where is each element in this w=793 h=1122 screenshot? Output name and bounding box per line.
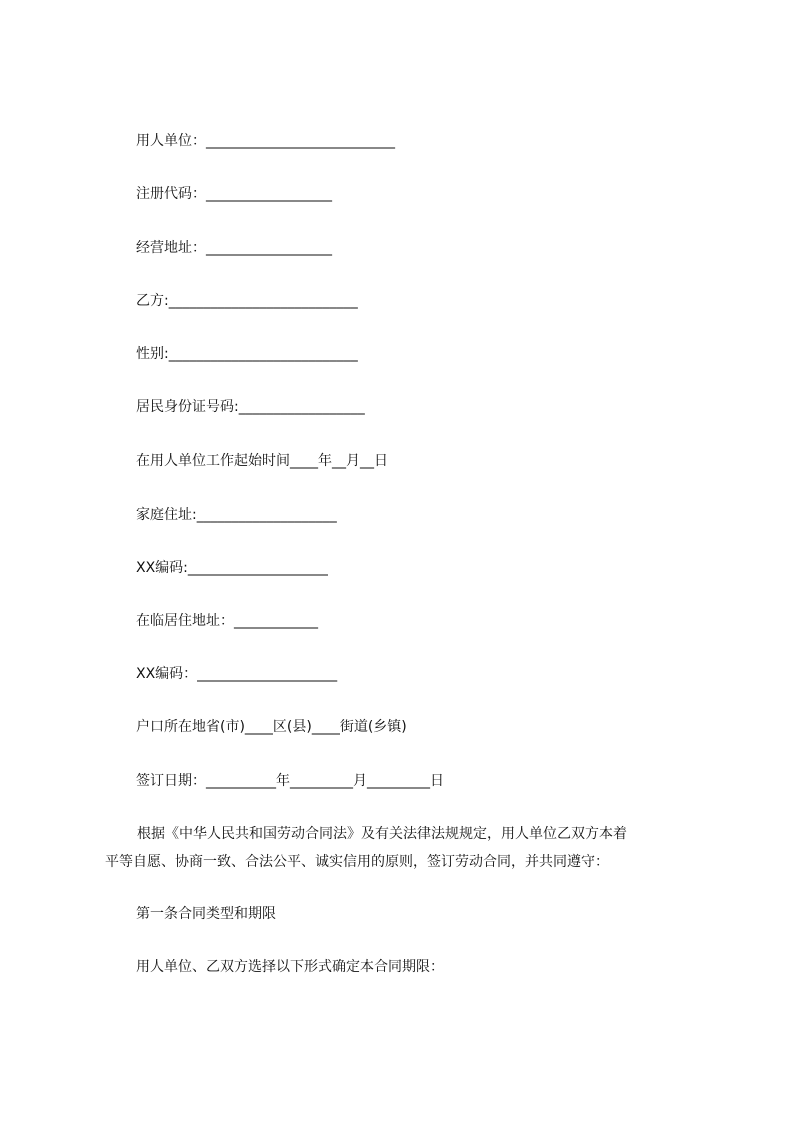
field-temp-address: 在临居住地址：____________ bbox=[136, 613, 318, 629]
field-gender: 性别:___________________________ bbox=[136, 346, 358, 362]
article-1-text: 用人单位、乙双方选择以下形式确定本合同期限： bbox=[136, 959, 444, 975]
intro-line-1: 根据《中华人民共和国劳动合同法》及有关法律法规规定，用人单位乙双方本着 bbox=[137, 826, 627, 842]
field-hukou: 户口所在地省(市)____区(县)____街道(乡镇) bbox=[136, 719, 407, 735]
field-id-number: 居民身份证号码:__________________ bbox=[136, 399, 365, 415]
field-party-b: 乙方:___________________________ bbox=[136, 293, 358, 309]
article-1-heading: 第一条合同类型和期限 bbox=[136, 906, 276, 922]
field-temp-postcode: XX编码：____________________ bbox=[136, 666, 338, 682]
field-employer: 用人单位：___________________________ bbox=[136, 133, 395, 149]
intro-paragraph bbox=[105, 820, 705, 876]
field-start-date: 在用人单位工作起始时间____年__月__日 bbox=[136, 453, 388, 469]
field-sign-date: 签订日期：__________年_________月_________日 bbox=[136, 773, 444, 789]
field-registration-code: 注册代码：__________________ bbox=[136, 186, 332, 202]
field-home-postcode: XX编码:____________________ bbox=[136, 560, 328, 576]
field-home-address: 家庭住址:____________________ bbox=[136, 507, 337, 523]
field-business-address: 经营地址：__________________ bbox=[136, 240, 332, 256]
intro-line-2: 平等自愿、协商一致、合法公平、诚实信用的原则，签订劳动合同，并共同遵守： bbox=[105, 854, 609, 870]
